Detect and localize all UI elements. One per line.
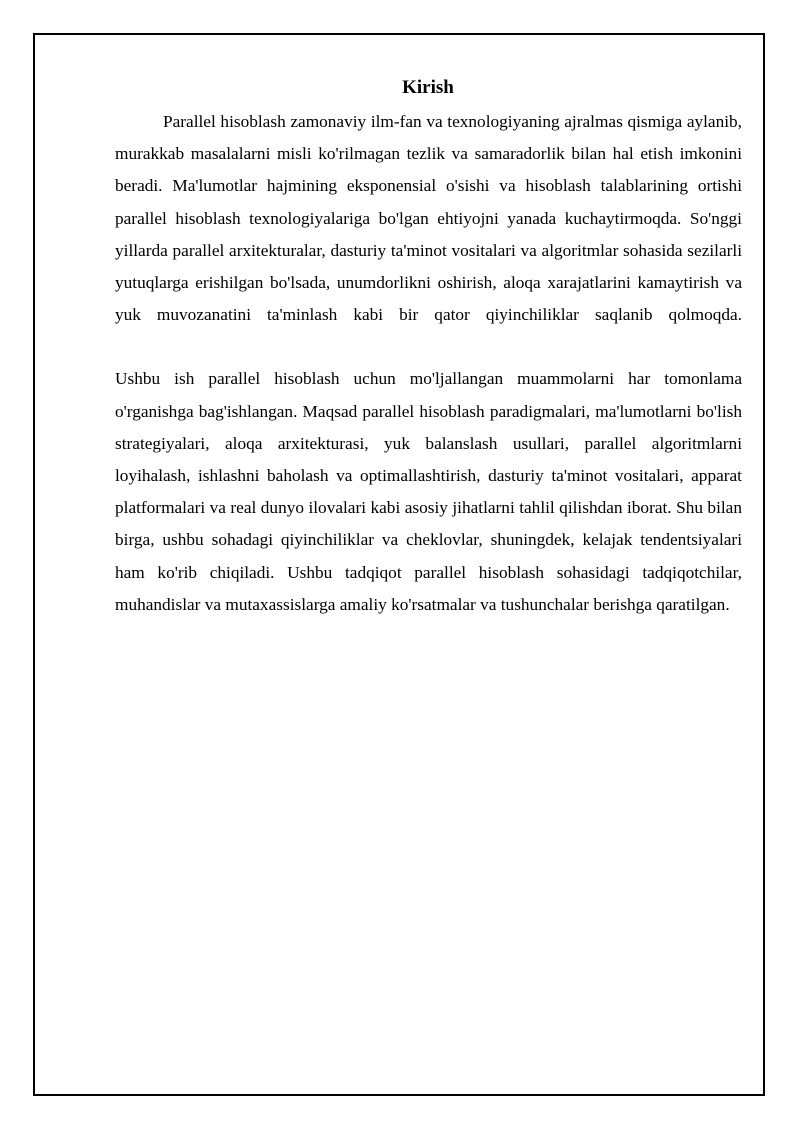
- document-body: [115, 106, 742, 621]
- paragraph-spacer: [115, 331, 742, 363]
- purpose-paragraph: Ushbu ish parallel hisoblash uchun mo'ljallangan muammolarni har tomonlama o'rganishga bag'ishlangan. Maqsad parallel hisoblash paradigmalari, ma'lumotlarni bo'lish strategiyalari, aloqa arxitekturasi, yuk balanslash usullari, parallel algoritmlarni loyihalash, ishlashni baholash va optimallashtirish, dasturiy ta'minot vositalari, apparat platformalari va real dunyo ilovalari kabi asosiy jihatlarni tahlil qilishdan iborat. Shu bilan birga, ushbu sohadagi qiyinchiliklar va cheklovlar, shuningdek, kelajak tendentsiyalari ham ko'rib chiqiladi. Ushbu tadqiqot parallel hisoblash sohasidagi tadqiqotchilar, muhandislar va mutaxassislarga amaliy ko'rsatmalar va tushunchalar berishga qaratilgan.: [115, 369, 742, 614]
- section-heading: Kirish: [402, 77, 454, 98]
- intro-paragraph: Parallel hisoblash zamonaviy ilm-fan va texnologiyaning ajralmas qismiga aylanib, murakkab masalalarni misli ko'rilmagan tezlik va samaradorlik bilan hal etish imkonini beradi. Ma'lumotlar hajmining eksponensial o'sishi va hisoblash talablarining ortishi parallel hisoblash texnologiyalariga bo'lgan ehtiyojni yanada kuchaytirmoqda. So'nggi yillarda parallel arxitekturalar, dasturiy ta'minot vositalari va algoritmlar sohasida sezilarli yutuqlarga erishilgan bo'lsada, unumdorlikni oshirish, aloqa xarajatlarini kamaytirish va yuk muvozanatini ta'minlash kabi bir qator qiyinchiliklar saqlanib qolmoqda.: [115, 112, 742, 325]
